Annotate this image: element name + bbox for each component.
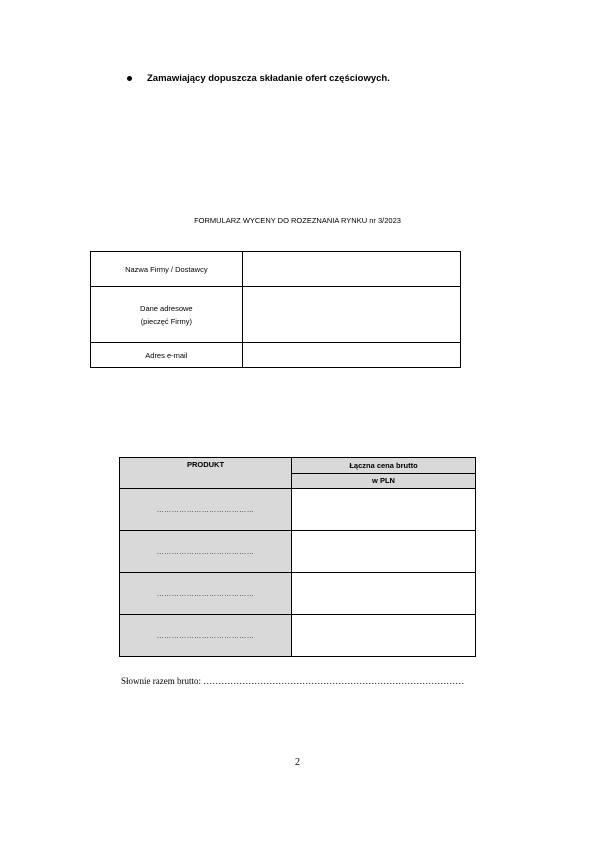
bullet-text: Zamawiający dopuszcza składanie ofert częściowych. [147, 73, 390, 84]
page-number: 2 [295, 757, 300, 768]
address-field[interactable] [242, 287, 460, 343]
price-currency-header: w PLN [292, 473, 476, 489]
email-label: Adres e-mail [91, 343, 243, 368]
product-header: PRODUKT [120, 458, 292, 489]
address-label-line1: Dane adresowe [140, 303, 193, 313]
email-field[interactable] [242, 343, 460, 368]
bullet-icon [127, 76, 132, 81]
price-cell[interactable] [292, 489, 476, 531]
price-cell[interactable] [292, 531, 476, 573]
table-row [120, 615, 476, 657]
company-name-label: Nazwa Firmy / Dostawcy [91, 252, 243, 287]
product-cell[interactable]: ………………………………… [120, 573, 292, 615]
price-cell[interactable] [292, 615, 476, 657]
product-cell[interactable]: ………………………………… [120, 489, 292, 531]
form-title: FORMULARZ WYCENY DO ROZEZNANIA RYNKU nr 3/2023 [194, 216, 401, 225]
company-name-field[interactable] [242, 252, 460, 287]
product-cell[interactable]: ………………………………… [120, 531, 292, 573]
product-cell[interactable]: ………………………………… [120, 615, 292, 657]
address-label [91, 287, 243, 343]
bullet-item [127, 73, 390, 84]
supplier-info-table [90, 251, 461, 368]
table-row [120, 531, 476, 573]
price-cell[interactable] [292, 573, 476, 615]
table-row [120, 573, 476, 615]
address-label-line2: (pieczęć Firmy) [140, 316, 192, 326]
table-row [120, 489, 476, 531]
price-header: Łączna cena brutto [292, 458, 476, 474]
total-in-words-line: Słownie razem brutto: …………………………………………………………………………… [121, 676, 465, 686]
product-price-table [119, 457, 476, 657]
